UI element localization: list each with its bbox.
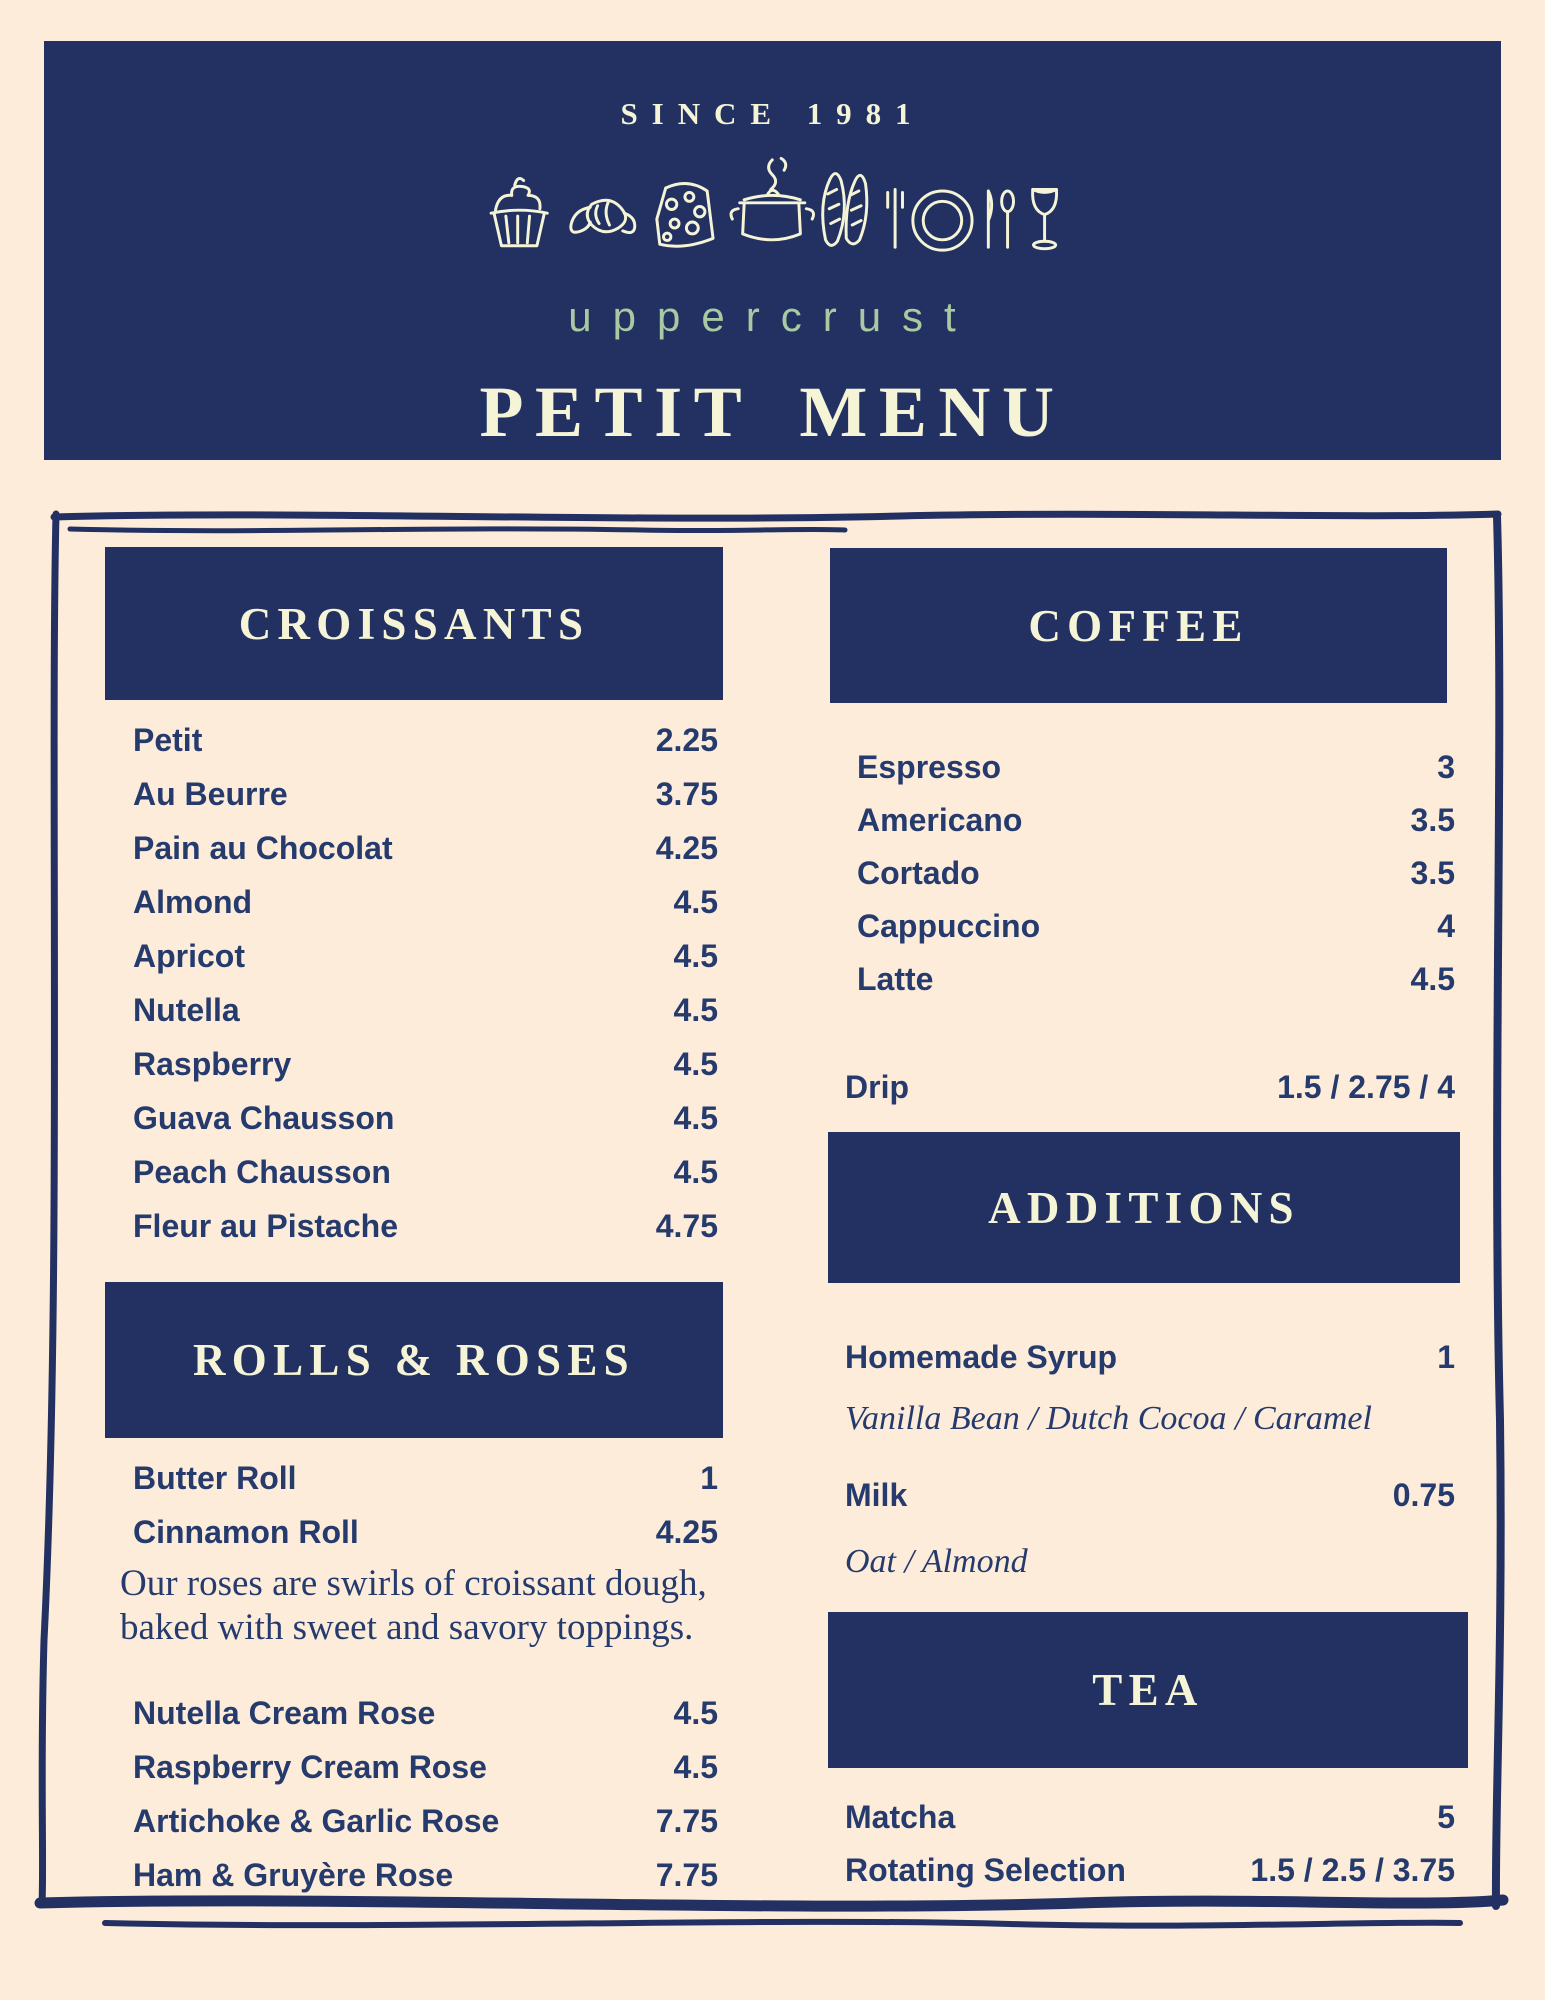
item-name: Au Beurre xyxy=(133,776,288,812)
item-name: Ham & Gruyère Rose xyxy=(133,1857,454,1893)
menu-item-row xyxy=(133,1098,718,1138)
section-title: ADDITIONS xyxy=(988,1182,1300,1233)
item-price: 4.5 xyxy=(673,938,718,974)
baguettes-icon xyxy=(822,174,866,246)
matcha-row xyxy=(845,1797,1455,1837)
section-title: CROISSANTS xyxy=(238,598,590,649)
item-price: 2.25 xyxy=(655,722,718,758)
syrup-options: Vanilla Bean / Dutch Cocoa / Caramel xyxy=(845,1400,1372,1437)
menu-item-row xyxy=(133,1801,718,1841)
item-name: Raspberry Cream Rose xyxy=(133,1749,487,1785)
item-name: Almond xyxy=(133,884,253,920)
item-name: Latte xyxy=(857,961,934,997)
menu-item-row xyxy=(133,1044,718,1084)
item-name: Cappuccino xyxy=(857,908,1041,944)
item-name: Peach Chausson xyxy=(133,1154,391,1190)
item-price: 3.75 xyxy=(655,776,718,812)
item-name: Americano xyxy=(857,802,1023,838)
syrup-row xyxy=(845,1337,1455,1377)
menu-item-row xyxy=(133,1458,718,1498)
menu-item-row xyxy=(133,990,718,1030)
item-price: 0.75 xyxy=(1392,1477,1455,1513)
item-price: 4.5 xyxy=(673,884,718,920)
menu-item-row xyxy=(857,906,1455,946)
item-price: 4.5 xyxy=(673,1100,718,1136)
menu-item-row xyxy=(133,1855,718,1895)
milk-options: Oat / Almond xyxy=(845,1543,1028,1580)
coffee-list xyxy=(857,747,1455,999)
item-name: Fleur au Pistache xyxy=(133,1208,398,1244)
item-name: Petit xyxy=(133,722,203,758)
croissant-icon xyxy=(570,200,634,232)
item-price: 3 xyxy=(1437,749,1455,785)
item-price: 3.5 xyxy=(1410,855,1455,891)
croissants-list xyxy=(133,720,718,1246)
item-price: 3.5 xyxy=(1410,802,1455,838)
item-price: 1.5 / 2.75 / 4 xyxy=(1277,1069,1455,1105)
item-name: Butter Roll xyxy=(133,1460,297,1496)
item-price: 4.25 xyxy=(655,830,718,866)
drip-coffee-row xyxy=(845,1067,1455,1107)
rotating-selection-row xyxy=(845,1850,1455,1890)
item-name: Espresso xyxy=(857,749,1002,785)
item-price: 7.75 xyxy=(655,1803,718,1839)
wine-glass-icon xyxy=(1032,189,1056,248)
milk-row xyxy=(845,1475,1455,1515)
menu-item-row xyxy=(857,800,1455,840)
section-header-additions xyxy=(828,1132,1460,1283)
item-price: 4.5 xyxy=(673,1749,718,1785)
item-name: Cortado xyxy=(857,855,980,891)
item-price: 1.5 / 2.5 / 3.75 xyxy=(1250,1852,1455,1888)
item-price: 4.25 xyxy=(655,1514,718,1550)
item-price: 7.75 xyxy=(655,1857,718,1893)
item-name: Milk xyxy=(845,1477,908,1513)
section-header-croissants xyxy=(105,547,723,700)
menu-item-row xyxy=(857,959,1455,999)
item-name: Nutella Cream Rose xyxy=(133,1695,436,1731)
item-name: Pain au Chocolat xyxy=(133,830,393,866)
item-name: Artichoke & Garlic Rose xyxy=(133,1803,500,1839)
menu-item-row xyxy=(133,1512,718,1552)
menu-item-row xyxy=(857,747,1455,787)
menu-item-row xyxy=(133,1747,718,1787)
menu-item-row xyxy=(133,1693,718,1733)
cheese-icon xyxy=(656,183,712,246)
menu-item-row xyxy=(133,828,718,868)
item-price: 4.5 xyxy=(673,1046,718,1082)
item-price: 4.5 xyxy=(673,1154,718,1190)
section-header-tea xyxy=(828,1612,1468,1768)
item-price: 1 xyxy=(1437,1339,1455,1375)
since-tagline: SINCE 1981 xyxy=(620,96,925,131)
item-name: Rotating Selection xyxy=(845,1852,1126,1888)
item-name: Raspberry xyxy=(133,1046,292,1082)
item-name: Nutella xyxy=(133,992,240,1028)
item-name: Matcha xyxy=(845,1799,956,1835)
item-price: 4.75 xyxy=(655,1208,718,1244)
item-name: Cinnamon Roll xyxy=(133,1514,359,1550)
menu-item-row xyxy=(133,882,718,922)
item-price: 4 xyxy=(1437,908,1455,944)
menu-item-row xyxy=(133,720,718,760)
rolls-list xyxy=(133,1458,718,1552)
food-doodle-icons xyxy=(473,151,1073,262)
item-price: 5 xyxy=(1437,1799,1455,1835)
menu-item-row xyxy=(133,936,718,976)
section-header-rolls-roses xyxy=(105,1282,723,1438)
cupcake-icon xyxy=(491,178,547,245)
item-price: 4.5 xyxy=(673,992,718,1028)
section-header-coffee xyxy=(830,548,1447,703)
menu-item-row xyxy=(133,1152,718,1192)
item-name: Drip xyxy=(845,1069,909,1105)
page-title: PETIT MENU xyxy=(479,372,1066,452)
brand-wordmark: uppercrust xyxy=(568,293,977,340)
section-title: TEA xyxy=(1092,1665,1204,1715)
item-name: Guava Chausson xyxy=(133,1100,395,1136)
pot-icon xyxy=(730,158,813,239)
menu-item-row xyxy=(133,1206,718,1246)
item-name: Homemade Syrup xyxy=(845,1339,1118,1375)
item-name: Apricot xyxy=(133,938,245,974)
section-title: ROLLS & ROSES xyxy=(192,1335,635,1385)
roses-description: Our roses are swirls of croissant dough, baked with sweet and savory toppings. xyxy=(120,1563,707,1648)
place-setting-icon xyxy=(887,189,1013,250)
item-price: 4.5 xyxy=(1410,961,1455,997)
menu-item-row xyxy=(133,774,718,814)
roses-list xyxy=(133,1693,718,1895)
item-price: 4.5 xyxy=(673,1695,718,1731)
item-price: 1 xyxy=(700,1460,718,1496)
header-band xyxy=(44,41,1501,460)
section-title: COFFEE xyxy=(1028,600,1249,651)
menu-item-row xyxy=(857,853,1455,893)
